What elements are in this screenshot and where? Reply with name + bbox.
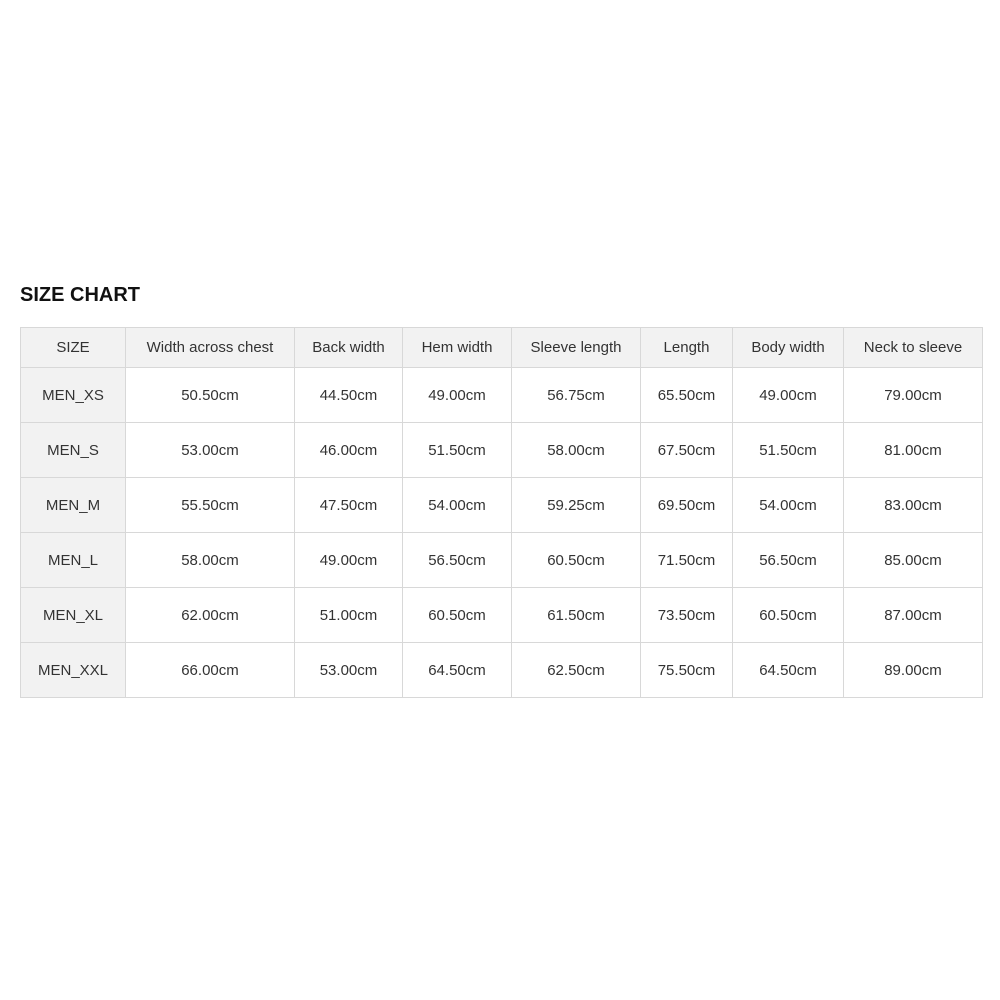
column-header: Hem width (403, 328, 512, 368)
table-row (21, 478, 983, 533)
table-row (21, 533, 983, 588)
table-cell: 62.50cm (512, 643, 641, 698)
table-cell: 56.75cm (512, 368, 641, 423)
size-cell: MEN_S (21, 423, 126, 478)
table-cell: 49.00cm (403, 368, 512, 423)
table-cell: 55.50cm (126, 478, 295, 533)
table-cell: 85.00cm (844, 533, 983, 588)
table-cell: 64.50cm (733, 643, 844, 698)
table-cell: 50.50cm (126, 368, 295, 423)
column-header: Body width (733, 328, 844, 368)
table-cell: 51.00cm (295, 588, 403, 643)
table-cell: 79.00cm (844, 368, 983, 423)
page-title: SIZE CHART (20, 284, 140, 306)
table-cell: 58.00cm (512, 423, 641, 478)
table-cell: 53.00cm (126, 423, 295, 478)
table-cell: 71.50cm (641, 533, 733, 588)
table-cell: 53.00cm (295, 643, 403, 698)
table-cell: 66.00cm (126, 643, 295, 698)
table-cell: 58.00cm (126, 533, 295, 588)
table-cell: 60.50cm (733, 588, 844, 643)
table-cell: 62.00cm (126, 588, 295, 643)
table-cell: 49.00cm (295, 533, 403, 588)
table-cell: 44.50cm (295, 368, 403, 423)
table-cell: 65.50cm (641, 368, 733, 423)
table-cell: 60.50cm (403, 588, 512, 643)
table-cell: 60.50cm (512, 533, 641, 588)
table-cell: 47.50cm (295, 478, 403, 533)
table-cell: 59.25cm (512, 478, 641, 533)
table-cell: 69.50cm (641, 478, 733, 533)
size-cell: MEN_L (21, 533, 126, 588)
table-cell: 51.50cm (733, 423, 844, 478)
size-cell: MEN_M (21, 478, 126, 533)
table-row (21, 588, 983, 643)
table-cell: 83.00cm (844, 478, 983, 533)
table-cell: 67.50cm (641, 423, 733, 478)
column-header: Length (641, 328, 733, 368)
table-cell: 51.50cm (403, 423, 512, 478)
table-row (21, 423, 983, 478)
column-header: Width across chest (126, 328, 295, 368)
column-header: Neck to sleeve (844, 328, 983, 368)
table-cell: 54.00cm (733, 478, 844, 533)
size-chart-table (20, 327, 983, 698)
column-header: SIZE (21, 328, 126, 368)
size-cell: MEN_XXL (21, 643, 126, 698)
size-cell: MEN_XS (21, 368, 126, 423)
table-cell: 61.50cm (512, 588, 641, 643)
table-cell: 46.00cm (295, 423, 403, 478)
table-row (21, 643, 983, 698)
size-cell: MEN_XL (21, 588, 126, 643)
table-cell: 89.00cm (844, 643, 983, 698)
column-header: Sleeve length (512, 328, 641, 368)
table-cell: 54.00cm (403, 478, 512, 533)
table-header-row (21, 328, 983, 368)
table-row (21, 368, 983, 423)
table-cell: 73.50cm (641, 588, 733, 643)
table-cell: 49.00cm (733, 368, 844, 423)
column-header: Back width (295, 328, 403, 368)
table-cell: 75.50cm (641, 643, 733, 698)
table-cell: 56.50cm (403, 533, 512, 588)
table-cell: 81.00cm (844, 423, 983, 478)
table-cell: 87.00cm (844, 588, 983, 643)
table-cell: 64.50cm (403, 643, 512, 698)
table-cell: 56.50cm (733, 533, 844, 588)
